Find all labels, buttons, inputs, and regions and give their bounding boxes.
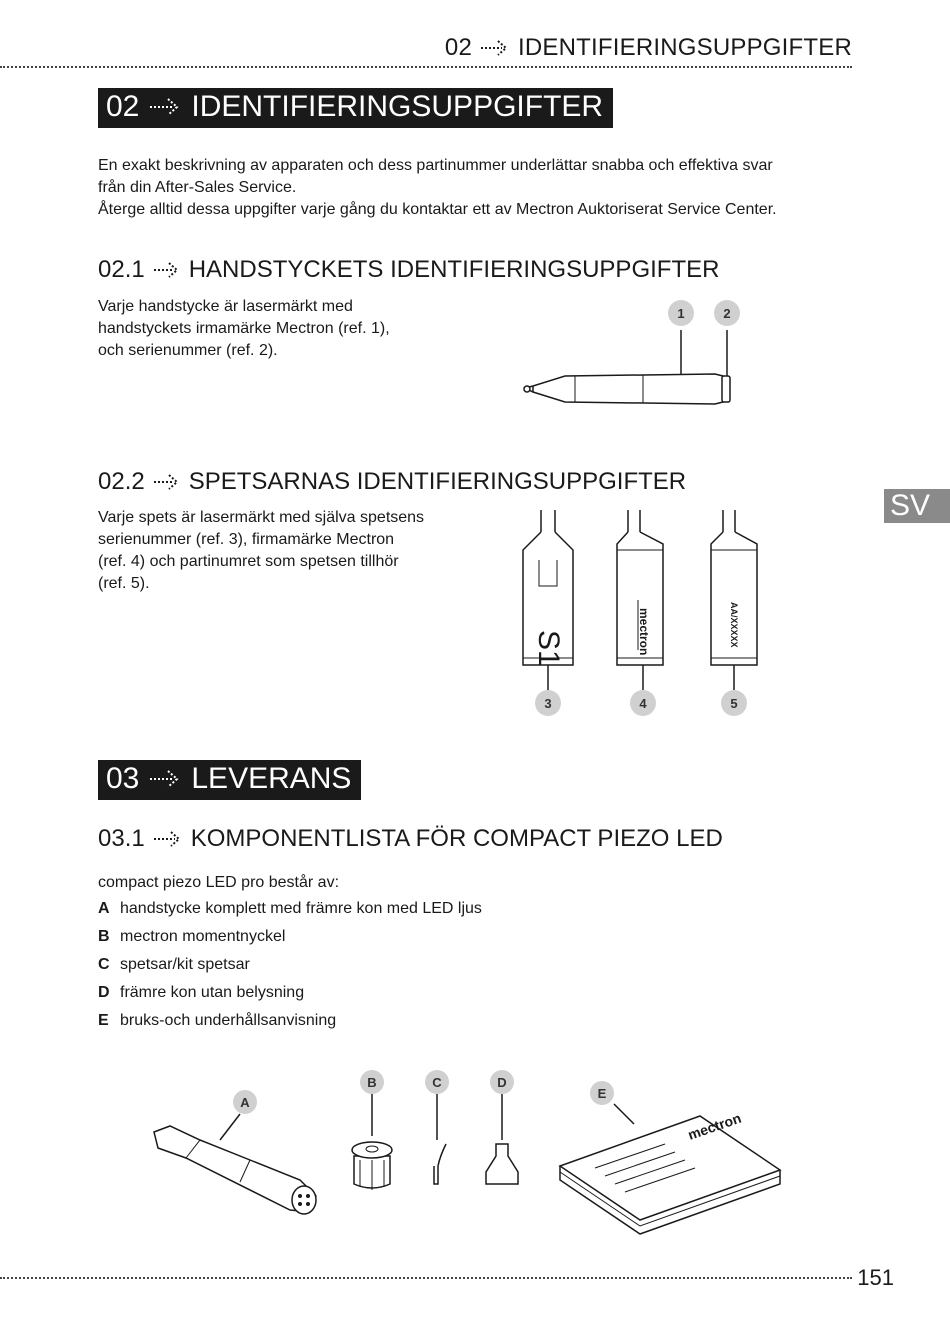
intro-line: från din After-Sales Service. [98, 179, 297, 196]
section-03-heading [98, 760, 361, 800]
page-number: 151 [857, 1265, 894, 1290]
list-item-key: B [98, 928, 110, 945]
list-item-text: främre kon utan belysning [120, 984, 305, 1001]
figure-label-b: B [360, 1070, 384, 1094]
header-rule [0, 66, 852, 68]
dotted-arrow-icon [149, 97, 181, 117]
intro-line: En exakt beskrivning av apparaten och dess partinummer underlättar snabba och effektiva svar [98, 157, 773, 174]
list-item-text: spetsar/kit spetsar [120, 956, 250, 973]
component-c-tip [434, 1094, 446, 1184]
section-02-heading [98, 88, 613, 128]
text-line: och serienummer (ref. 2). [98, 342, 278, 359]
figure-label-c: C [425, 1070, 449, 1094]
list-item-text: mectron momentnyckel [120, 928, 286, 945]
list-item-key: E [98, 1012, 109, 1029]
ref-badge-3: 3 [535, 690, 561, 716]
list-item [98, 895, 482, 923]
dotted-arrow-icon [480, 39, 510, 57]
dotted-arrow-icon [153, 261, 181, 279]
list-item-text: bruks-och underhållsanvisning [120, 1012, 337, 1029]
section-02-title: IDENTIFIERINGSUPPGIFTER [191, 90, 604, 123]
tip-label-lot: AA/XXXXX [729, 602, 739, 648]
section-02-intro [98, 155, 878, 221]
component-d-cone [486, 1094, 518, 1184]
ref-badge-4: 4 [630, 690, 656, 716]
running-header [445, 34, 852, 62]
text-line: handstyckets irmamärke Mectron (ref. 1), [98, 320, 390, 337]
running-header-title: IDENTIFIERINGSUPPGIFTER [518, 34, 852, 61]
list-item-key: C [98, 956, 110, 973]
figure-label-a: A [233, 1090, 257, 1114]
section-022-text [98, 507, 478, 595]
figure-label-d: D [490, 1070, 514, 1094]
section-021-heading [98, 256, 719, 284]
tip-3-outline [711, 510, 757, 690]
text-line: serienummer (ref. 3), firmamärke Mectron [98, 531, 395, 548]
dotted-arrow-icon [149, 769, 181, 789]
section-021-number: 02.1 [98, 256, 145, 283]
section-031-title: KOMPONENTLISTA FÖR COMPACT PIEZO LED [190, 825, 723, 852]
ref-badge-1: 1 [668, 300, 694, 326]
dotted-arrow-icon [153, 473, 181, 491]
section-022-heading [98, 468, 686, 496]
tip-label-s1: S1 [532, 630, 565, 667]
list-item-text: handstycke komplett med främre kon med LED ljus [120, 900, 482, 917]
tip-2-outline [617, 510, 663, 690]
components-illustration [140, 1060, 800, 1240]
intro-line: Återge alltid dessa uppgifter varje gång du kontaktar ett av Mectron Auktoriserat Service Center. [98, 201, 777, 218]
manual-brand-text: mectron [685, 1109, 744, 1143]
list-item [98, 951, 482, 979]
figure-label-e: E [590, 1081, 614, 1105]
text-line: Varje handstycke är lasermärkt med [98, 298, 353, 315]
footer-rule [0, 1277, 852, 1279]
tip-label-brand: mectron [637, 608, 651, 656]
section-031-number: 03.1 [98, 825, 145, 852]
section-03-title: LEVERANS [191, 762, 352, 795]
component-list-lead: compact piezo LED pro består av: [98, 874, 340, 891]
dotted-arrow-icon [153, 830, 183, 848]
component-e-manual [560, 1104, 780, 1234]
list-item [98, 923, 482, 951]
component-list [98, 895, 482, 1035]
section-02-number: 02 [106, 90, 140, 123]
section-021-title: HANDSTYCKETS IDENTIFIERINGSUPPGIFTER [188, 256, 720, 283]
list-item-key: A [98, 900, 110, 917]
list-item [98, 979, 482, 1007]
language-tab: SV [884, 489, 950, 523]
tips-illustration [515, 510, 775, 690]
ref-badge-2: 2 [714, 300, 740, 326]
text-line: (ref. 5). [98, 575, 150, 592]
text-line: (ref. 4) och partinumret som spetsen tillhör [98, 553, 399, 570]
list-item [98, 1007, 482, 1035]
section-031-heading [98, 825, 723, 853]
component-a-handpiece [154, 1114, 316, 1214]
ref-badge-5: 5 [721, 690, 747, 716]
running-header-number: 02 [444, 34, 473, 61]
section-03-number: 03 [106, 762, 140, 795]
list-item-key: D [98, 984, 110, 1001]
text-line: Varje spets är lasermärkt med själva spetsens [98, 509, 425, 526]
component-b-wrench [352, 1094, 392, 1190]
section-021-text [98, 296, 478, 362]
section-022-title: SPETSARNAS IDENTIFIERINGSUPPGIFTER [188, 468, 687, 495]
section-022-number: 02.2 [98, 468, 145, 495]
